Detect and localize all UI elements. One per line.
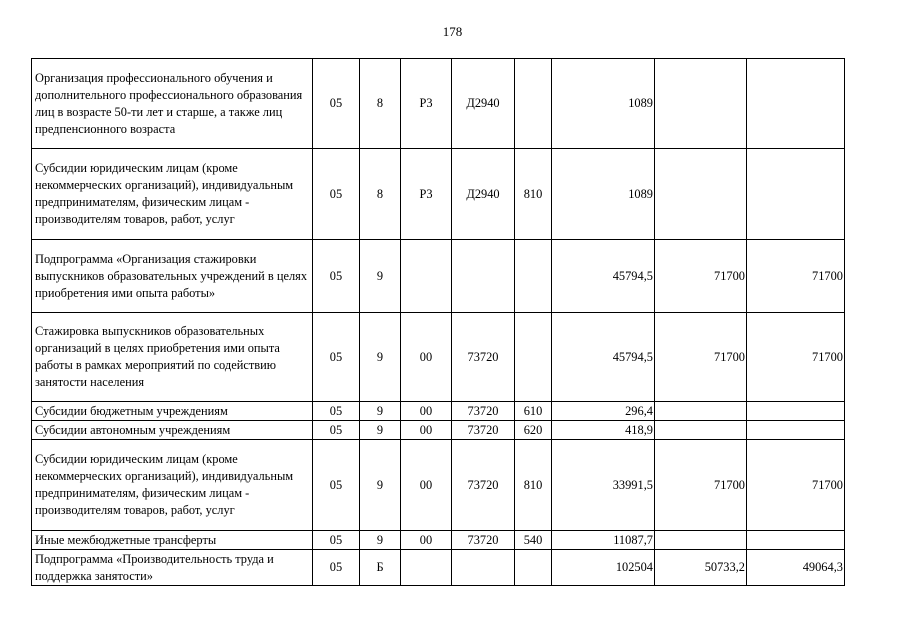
budget-table <box>31 58 845 586</box>
row-amount-3 <box>747 402 845 421</box>
row-expense-type: 540 <box>515 531 552 550</box>
row-program: 00 <box>401 313 452 402</box>
row-program: 00 <box>401 440 452 531</box>
row-article: Д2940 <box>452 149 515 240</box>
table-row <box>32 550 845 586</box>
row-program: Р3 <box>401 59 452 149</box>
row-subsection: 9 <box>360 440 401 531</box>
row-subsection: 9 <box>360 421 401 440</box>
row-amount-1: 45794,5 <box>552 313 655 402</box>
row-amount-3: 71700 <box>747 240 845 313</box>
row-amount-2: 71700 <box>655 440 747 531</box>
table-row <box>32 402 845 421</box>
row-description: Субсидии юридическим лицам (кроме некоммерческих организаций), индивидуальным предпринимателям, физическим лицам - производителям товаров, работ, услуг <box>32 149 313 240</box>
row-section: 05 <box>313 531 360 550</box>
row-article: 73720 <box>452 313 515 402</box>
row-amount-2 <box>655 59 747 149</box>
row-subsection: 8 <box>360 59 401 149</box>
row-amount-3 <box>747 59 845 149</box>
row-expense-type: 610 <box>515 402 552 421</box>
table-row <box>32 421 845 440</box>
table-row <box>32 149 845 240</box>
row-description: Подпрограмма «Производительность труда и поддержка занятости» <box>32 550 313 586</box>
row-amount-2 <box>655 149 747 240</box>
row-program <box>401 240 452 313</box>
row-expense-type <box>515 313 552 402</box>
row-subsection: Б <box>360 550 401 586</box>
page-number: 178 <box>442 24 463 39</box>
row-amount-1: 418,9 <box>552 421 655 440</box>
row-amount-2 <box>655 421 747 440</box>
row-section: 05 <box>313 59 360 149</box>
row-description: Стажировка выпускников образовательных организаций в целях приобретения ими опыта работы в рамках мероприятий по содействию занятости населения <box>32 313 313 402</box>
row-section: 05 <box>313 402 360 421</box>
row-amount-3 <box>747 531 845 550</box>
row-amount-2: 71700 <box>655 313 747 402</box>
row-expense-type: 810 <box>515 440 552 531</box>
row-amount-2: 71700 <box>655 240 747 313</box>
row-section: 05 <box>313 240 360 313</box>
row-program: Р3 <box>401 149 452 240</box>
table-row <box>32 59 845 149</box>
row-amount-1: 102504 <box>552 550 655 586</box>
row-amount-3: 49064,3 <box>747 550 845 586</box>
row-amount-2 <box>655 531 747 550</box>
row-amount-3 <box>747 149 845 240</box>
row-description: Подпрограмма «Организация стажировки выпускников образовательных учреждений в целях приобретения ими опыта работы» <box>32 240 313 313</box>
row-amount-1: 45794,5 <box>552 240 655 313</box>
row-article <box>452 550 515 586</box>
table-row <box>32 531 845 550</box>
table-row <box>32 240 845 313</box>
row-amount-3: 71700 <box>747 313 845 402</box>
row-section: 05 <box>313 440 360 531</box>
row-article: 73720 <box>452 421 515 440</box>
row-article: Д2940 <box>452 59 515 149</box>
row-subsection: 9 <box>360 240 401 313</box>
table-row <box>32 440 845 531</box>
row-article: 73720 <box>452 440 515 531</box>
row-section: 05 <box>313 550 360 586</box>
row-description: Организация профессионального обучения и дополнительного профессионального образования лиц в возрасте 50-ти лет и старше, а также лиц предпенсионного возраста <box>32 59 313 149</box>
row-program: 00 <box>401 402 452 421</box>
row-amount-1: 1089 <box>552 149 655 240</box>
row-subsection: 9 <box>360 531 401 550</box>
row-description: Иные межбюджетные трансферты <box>32 531 313 550</box>
row-description: Субсидии бюджетным учреждениям <box>32 402 313 421</box>
row-program: 00 <box>401 531 452 550</box>
row-description: Субсидии автономным учреждениям <box>32 421 313 440</box>
row-subsection: 9 <box>360 402 401 421</box>
row-section: 05 <box>313 421 360 440</box>
row-article: 73720 <box>452 402 515 421</box>
row-amount-1: 11087,7 <box>552 531 655 550</box>
row-expense-type <box>515 550 552 586</box>
row-amount-2: 50733,2 <box>655 550 747 586</box>
row-program <box>401 550 452 586</box>
row-amount-2 <box>655 402 747 421</box>
row-program: 00 <box>401 421 452 440</box>
row-expense-type <box>515 59 552 149</box>
table-row <box>32 313 845 402</box>
row-description: Субсидии юридическим лицам (кроме некоммерческих организаций), индивидуальным предпринимателям, физическим лицам - производителям товаров, работ, услуг <box>32 440 313 531</box>
row-article: 73720 <box>452 531 515 550</box>
row-amount-1: 33991,5 <box>552 440 655 531</box>
row-section: 05 <box>313 313 360 402</box>
row-expense-type: 620 <box>515 421 552 440</box>
row-expense-type <box>515 240 552 313</box>
row-amount-3 <box>747 421 845 440</box>
row-expense-type: 810 <box>515 149 552 240</box>
row-amount-1: 1089 <box>552 59 655 149</box>
row-subsection: 9 <box>360 313 401 402</box>
row-amount-1: 296,4 <box>552 402 655 421</box>
row-article <box>452 240 515 313</box>
row-amount-3: 71700 <box>747 440 845 531</box>
row-subsection: 8 <box>360 149 401 240</box>
row-section: 05 <box>313 149 360 240</box>
